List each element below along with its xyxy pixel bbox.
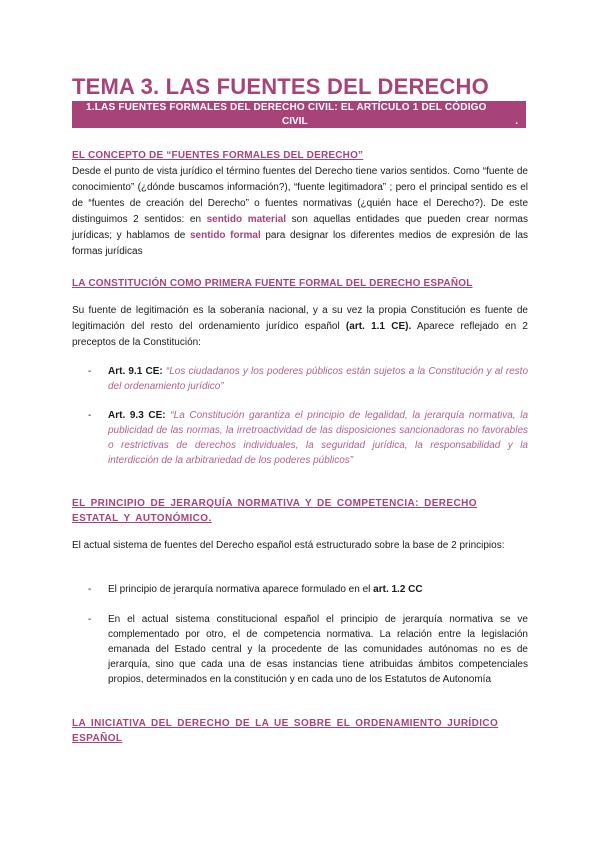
list-marker: - (88, 584, 92, 595)
list-item-quote: “Los ciudadanos y los poderes públicos están sujetos a la Constitución y al resto del ordenamiento jurídico” (108, 366, 529, 392)
paragraph-text: Aparece reflejado en 2 preceptos de la Constitución: (72, 321, 528, 348)
paragraph-jerarquia: El actual sistema de fuentes del Derecho español está estructurado sobre la base de 2 principios: (72, 540, 505, 551)
list-marker: - (88, 366, 92, 377)
list-item-competencia: En el actual sistema constitucional español el principio de jerarquía normativa se ve complementado por otro, el de competencia normativa. La relación entre la legislación emanada del Estado central y la procedente de las comunidades autónomas no es de jerarquía, sino que cada una de esas instancias tiene atribuidas ámbitos competenciales propios, determinados en la constitución y en cada uno de los Estatutos de Autonomía (108, 614, 528, 685)
paragraph-text: son aquellas entidades que pueden crear normas jurídicas; y hablamos de (72, 214, 528, 241)
highlight-sentido-material: sentido material (206, 214, 287, 225)
highlight-sentido-formal: sentido formal (189, 230, 261, 241)
paragraph-text: Desde el punto de vista jurídico el término fuentes del Derecho tiene varios sentidos. Como “fuente de conocimiento” (¿dónde buscamos información?), “fuente legitimadora” ; pero el principal sentido es el de “fuentes de creación del Derecho” o fuentes normativas (¿quién hace el Derecho?). De este distinguimos 2 sentidos: en (72, 166, 528, 225)
paragraph-concepto (72, 164, 528, 260)
list-marker: - (88, 614, 92, 625)
list-item-text: El principio de jerarquía normativa aparece formulado en el (108, 584, 374, 595)
list-item-jerarquia (108, 582, 528, 597)
heading-constitucion: LA CONSTITUCIÓN COMO PRIMERA FUENTE FORMAL DEL DERECHO ESPAÑOL (72, 278, 473, 289)
list-marker: - (88, 410, 92, 421)
list-item-label: Art. 9.3 CE: (108, 410, 166, 421)
section-banner-title: 1.LAS FUENTES FORMALES DEL DERECHO CIVIL: EL ARTÍCULO 1 DEL CÓDIGO (86, 102, 487, 113)
section-banner-title-continued: CIVIL (282, 116, 308, 127)
reference-art-1-1-ce: (art. 1.1 CE). (345, 321, 412, 332)
paragraph-text: para designar los diferentes medios de expresión de las formas jurídicas (72, 230, 529, 257)
list-item-quote: “La Constitución garantiza el principio de legalidad, la jerarquía normativa, la publicidad de las normas, la irretroactividad de las disposiciones sancionadoras no favorables o restrictivas de derechos individuales, la seguridad jurídica, la responsabilidad y la interdicción de la arbitrariedad de los poderes públicos” (108, 410, 529, 466)
reference-art-1-2-cc: art. 1.2 CC (373, 584, 423, 595)
heading-jerarquia: EL PRINCIPIO DE JERARQUÍA NORMATIVA Y DE COMPETENCIA: DERECHO ESTATAL Y AUTONÓMICO. (72, 498, 477, 524)
section-banner-continued (72, 115, 526, 128)
heading-concepto: EL CONCEPTO DE “FUENTES FORMALES DEL DERECHO” (72, 150, 364, 161)
paragraph-constitucion (72, 303, 528, 351)
page-title: TEMA 3. LAS FUENTES DEL DERECHO (72, 74, 489, 99)
list-item-label: Art. 9.1 CE: (108, 366, 163, 377)
heading-iniciativa-ue: LA INICIATIVA DEL DERECHO DE LA UE SOBRE EL ORDENAMIENTO JURÍDICO ESPAÑOL (72, 718, 499, 744)
list-item-art-9-1 (108, 364, 528, 394)
paragraph-text: Su fuente de legitimación es la soberanía nacional, y a su vez la propia Constitución es fuente de legitimación del resto del ordenamiento jurídico español (72, 305, 528, 332)
section-banner-period: . (515, 116, 518, 127)
list-item-art-9-3 (108, 408, 528, 468)
section-banner (72, 101, 526, 115)
